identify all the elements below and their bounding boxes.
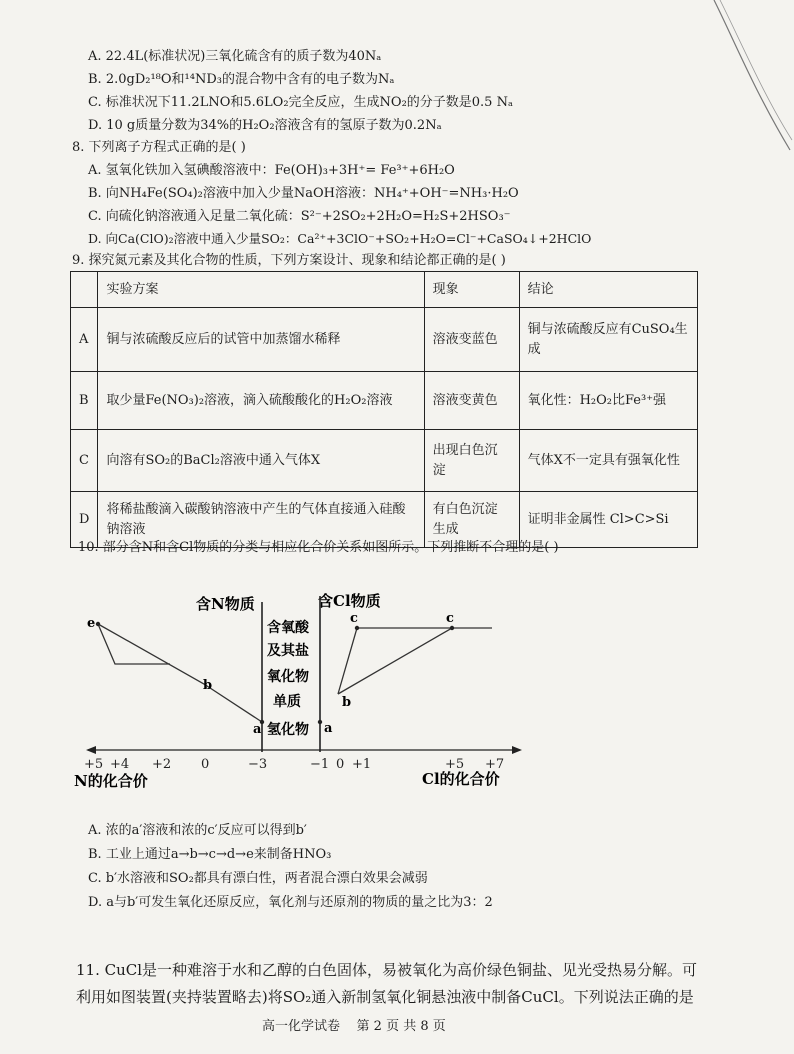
row-phenomenon: 溶液变蓝色 (424, 308, 519, 372)
cl-point-c (355, 626, 359, 630)
n-label-a: a (253, 722, 262, 737)
q7-option-b: B. 2.0gD₂¹⁸O和¹⁴ND₃的混合物中含有的电子数为Nₐ (88, 72, 395, 87)
table-row (71, 372, 698, 430)
row-conclusion: 氧化性：H₂O₂比Fe³⁺强 (519, 372, 697, 430)
q7-option-a: A. 22.4L(标准状况)三氧化硫含有的质子数为40Nₐ (88, 49, 382, 64)
table-header-row (71, 272, 698, 308)
row-conclusion: 气体X不一定具有强氧化性 (519, 430, 697, 492)
q7-option-d: D. 10 g质量分数为34%的H₂O₂溶液含有的氢原子数为0.2Nₐ (88, 118, 442, 133)
q9-experiment-table (70, 271, 698, 548)
q10-option-b: B. 工业上通过a→b→c→d→e来制备HNO₃ (88, 847, 332, 862)
cl-label-c2: c (446, 611, 454, 626)
category-hydride: 氢化物 (267, 722, 309, 738)
n-label-b: b (203, 678, 213, 693)
q10-option-d: D. a与b′可发生氧化还原反应，氧化剂与还原剂的物质的量之比为3：2 (88, 895, 493, 910)
table-row (71, 308, 698, 372)
cl-substance-title: 含Cl物质 (318, 592, 381, 610)
row-conclusion: 铜与浓硫酸反应有CuSO₄生成 (519, 308, 697, 372)
q10-option-a: A. 浓的a′溶液和浓的c′反应可以得到b′ (88, 823, 307, 838)
cl-label-c: c (350, 611, 358, 626)
q9-stem: 9. 探究氮元素及其化合物的性质，下列方案设计、现象和结论都正确的是( ) (72, 253, 506, 268)
n-axis-label: N的化合价 (74, 772, 148, 790)
row-phenomenon: 有白色沉淀生成 (424, 492, 519, 548)
q8-option-d: D. 向Ca(ClO)₂溶液中通入少量SO₂：Ca²⁺+3ClO⁻+SO₂+H₂O=Cl⁻+CaSO₄↓+2HClO (88, 231, 592, 246)
axis-arrow-right-icon (512, 746, 522, 754)
n-line-e-b-a (98, 624, 262, 722)
cl-label-b: b (342, 695, 352, 710)
cl-line-b-c2 (338, 628, 492, 694)
axis-arrow-left-icon (86, 746, 96, 754)
q10-option-c: C. b′水溶液和SO₂都具有漂白性，两者混合漂白效果会减弱 (88, 871, 428, 886)
valence-category-diagram (70, 582, 550, 792)
q11-line-2: 利用如图装置(夹持装置略去)将SO₂通入新制氢氧化铜悬浊液中制备CuCl。下列说法正确的是 (76, 988, 694, 1006)
table-header-cell: 现象 (424, 272, 519, 308)
cl-point-c2 (450, 626, 454, 630)
cl-tick: −1 (310, 757, 330, 772)
row-phenomenon: 溶液变黄色 (424, 372, 519, 430)
row-conclusion: 证明非金属性 Cl>C>Si (519, 492, 697, 548)
row-label: A (71, 308, 98, 372)
category-oxide: 氧化物 (267, 669, 309, 685)
table-header-cell: 实验方案 (98, 272, 424, 308)
row-plan: 铜与浓硫酸反应后的试管中加蒸馏水稀释 (98, 308, 424, 372)
cl-tick: 0 (336, 757, 345, 772)
q11-line-1: 11. CuCl是一种难溶于水和乙醇的白色固体，易被氧化为高价绿色铜盐、见光受热易分解。可 (76, 961, 698, 979)
table-row (71, 430, 698, 492)
row-plan: 取少量Fe(NO₃)₂溶液，滴入硫酸酸化的H₂O₂溶液 (98, 372, 424, 430)
n-substance-title: 含N物质 (196, 595, 255, 613)
q10-stem: 10. 部分含N和含Cl物质的分类与相应化合价关系如图所示。下列推断不合理的是( ) (78, 540, 559, 555)
cl-point-a (318, 720, 322, 724)
cl-tick: +7 (485, 757, 505, 772)
table-header-cell (71, 272, 98, 308)
n-point-e (96, 622, 100, 626)
cl-axis-label: Cl的化合价 (422, 770, 500, 788)
page-footer: 高一化学试卷 第 2 页 共 8 页 (262, 1019, 446, 1034)
cl-tick: +1 (352, 757, 372, 772)
row-label: B (71, 372, 98, 430)
n-tick: +5 (84, 757, 104, 772)
q8-option-c: C. 向硫化钠溶液通入足量二氧化硫：S²⁻+2SO₂+2H₂O=H₂S+2HSO₃⁻ (88, 209, 511, 224)
row-plan: 向溶有SO₂的BaCl₂溶液中通入气体X (98, 430, 424, 492)
category-oxyacid: 含氧酸 (267, 620, 309, 636)
n-tick: −3 (248, 757, 268, 772)
category-element: 单质 (273, 694, 301, 710)
scan-scratch-mark (694, 0, 794, 160)
cl-label-a: a (324, 721, 333, 736)
n-tick: +4 (110, 757, 130, 772)
n-tick: 0 (201, 757, 210, 772)
n-label-e: e (87, 616, 96, 631)
category-salt: 及其盐 (267, 643, 309, 659)
q7-option-c: C. 标准状况下11.2LNO和5.6LO₂完全反应，生成NO₂的分子数是0.5 Nₐ (88, 95, 513, 110)
row-label: C (71, 430, 98, 492)
table-header-cell: 结论 (519, 272, 697, 308)
cl-tick: +5 (445, 757, 465, 772)
q8-stem: 8. 下列离子方程式正确的是( ) (72, 140, 246, 155)
n-tick: +2 (152, 757, 172, 772)
q8-option-a: A. 氢氧化铁加入氢碘酸溶液中：Fe(OH)₃+3H⁺= Fe³⁺+6H₂O (88, 163, 455, 178)
row-label: D (71, 492, 98, 548)
row-phenomenon: 出现白色沉淀 (424, 430, 519, 492)
row-plan: 将稀盐酸滴入碳酸钠溶液中产生的气体直接通入硅酸钠溶液 (98, 492, 424, 548)
q8-option-b: B. 向NH₄Fe(SO₄)₂溶液中加入少量NaOH溶液：NH₄⁺+OH⁻=NH₃·H₂O (88, 186, 519, 201)
